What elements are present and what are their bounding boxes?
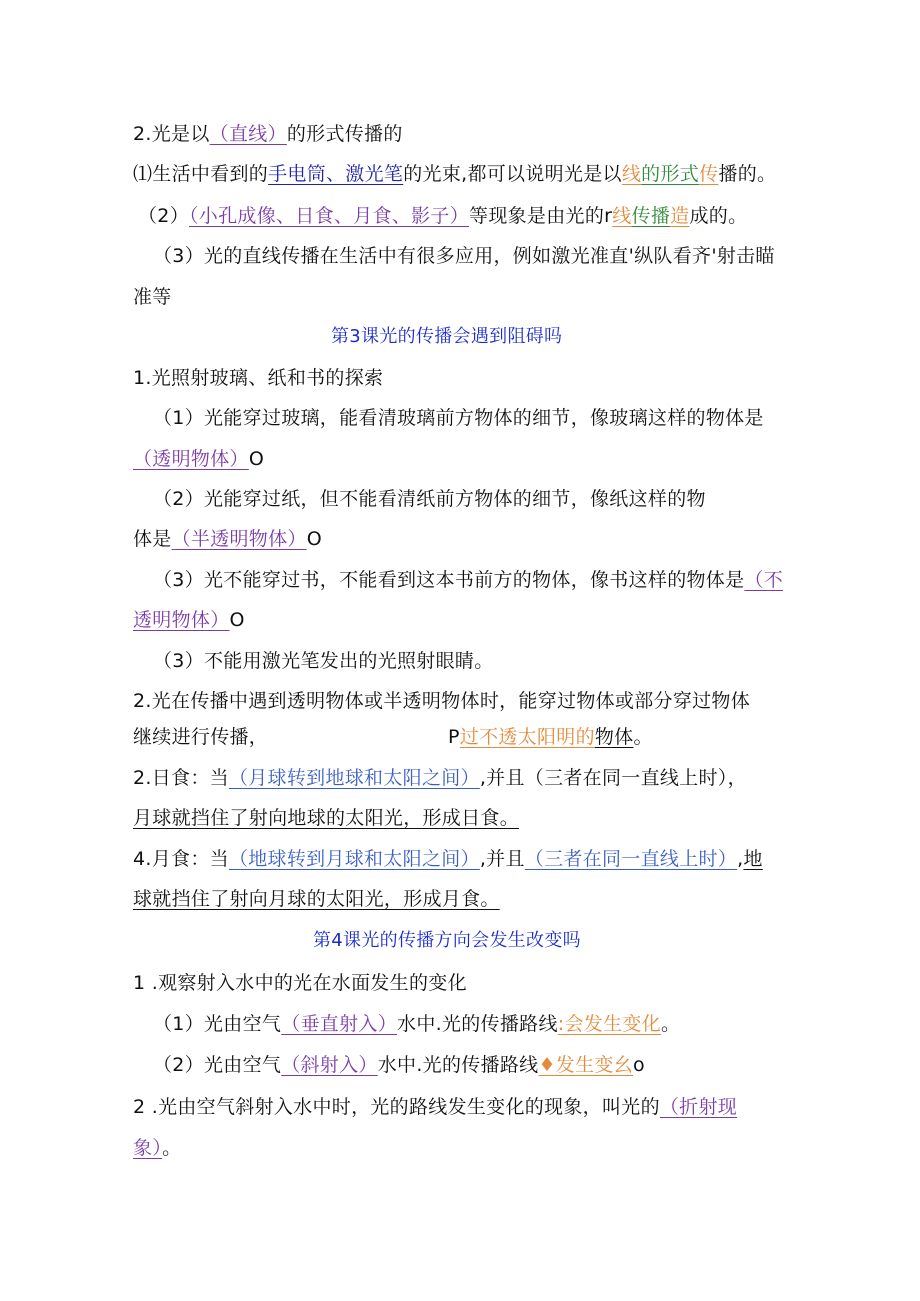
text-line [153,405,764,431]
text-line [133,724,268,750]
answer-text: （小孔成像、日食、月食、影子） [189,205,470,227]
answer-text: （地球转到月球和太阳之间） [228,848,480,870]
answer-text: 线 [621,163,642,185]
answer-text: 物体 [594,726,634,748]
text-segment: O [248,448,265,470]
text-line [133,121,403,147]
answer-text: （透明物体） [133,448,249,470]
text-segment: P [448,726,460,748]
text-line [133,765,747,791]
text-segment: 等现象是由光的r [469,205,613,227]
text-line [153,1052,645,1078]
text-segment: 。 [660,1013,681,1035]
text-segment: 1.光照射玻璃、纸和书的探索 [133,367,384,389]
text-line [138,203,747,229]
text-segment: 2 .光由空气斜射入水中时，光的路线发生变化的现象，叫光的 [133,1096,660,1118]
answer-text: 地 [743,848,763,870]
text-line [153,1011,680,1037]
answer-text: （折射现 [659,1096,738,1118]
text-segment: o [633,1054,645,1076]
answer-text: 球就挡住了射向月球的太阳光，形成月食。 [133,888,500,910]
answer-text: 线 [612,205,632,227]
text-segment: 水中.光的传播路线 [377,1054,539,1076]
text-segment: 成的。 [689,205,748,227]
text-line [153,648,494,674]
text-line [133,284,172,310]
text-line [133,805,519,831]
answer-text: :会发生变化 [557,1013,661,1035]
answer-text: （三者在同一直线上时） [524,848,738,870]
text-line [133,1094,737,1120]
text-segment: （2） [138,205,189,227]
text-line [133,161,776,187]
answer-text: 透明物体） [133,609,230,631]
text-segment: （3）光的直线传播在生活中有很多应用，例如激光准直'纵队看齐'射击瞄 [153,245,775,267]
text-segment: O [306,528,322,550]
text-segment: （1）光能穿过玻璃，能看清玻璃前方物体的细节，像玻璃这样的物体是 [153,407,764,429]
answer-text: （月球转到地球和太阳之间） [228,767,480,789]
answer-text: 月球就挡住了射向地球的太阳光，形成日食。 [133,807,520,829]
text-line [448,724,653,750]
text-segment: 的形式传播的 [286,123,403,145]
text-segment: （3）不能用激光笔发出的光照射眼睛。 [153,650,494,672]
answer-text: 造 [670,205,690,227]
answer-text: 传播 [631,205,671,227]
text-segment: 。 [162,1137,182,1159]
section-heading [331,324,562,350]
text-segment: （1）光由空气 [153,1013,282,1035]
text-segment: 第4课光的传播方向会发生改变吗 [313,930,581,951]
text-segment: （2）光由空气 [153,1054,282,1076]
answer-text: （斜射入） [281,1054,378,1076]
text-line [133,1135,181,1161]
text-line [133,688,750,714]
text-segment: 继续进行传播， [133,726,269,748]
section-heading [313,928,581,954]
text-segment: 。 [633,726,653,748]
text-segment: O [229,609,245,631]
text-segment: （2）光能穿过纸，但不能看清纸前方物体的细节，像纸这样的物 [153,488,706,510]
text-line [133,446,264,472]
text-segment: 准等 [133,286,172,308]
answer-text: （直线） [209,123,287,145]
answer-text: 过不透太阳明的 [459,726,595,748]
text-line [153,243,775,269]
text-line [133,970,467,996]
answer-text: 传 [699,163,719,185]
text-segment: 4.月食：当 [133,848,229,870]
text-segment: 水中.光的传播路线 [397,1013,558,1035]
answer-text: （不 [744,569,783,591]
text-line [133,886,500,912]
answer-text: 的形式 [641,163,700,185]
answer-text: 手电筒、激光笔 [268,163,404,185]
text-segment: , [737,848,744,870]
text-line [133,365,383,391]
text-segment: （3）光不能穿过书，不能看到这本书前方的物体，像书这样的物体是 [153,569,745,591]
answer-text: ♦发生变幺 [538,1054,634,1076]
answer-text: （垂直射入） [281,1013,398,1035]
text-line [153,486,706,512]
text-segment: 2.光是以 [133,123,210,145]
text-segment: 第3课光的传播会遇到阻碍吗 [331,326,563,347]
text-segment: 2.光在传播中遇到透明物体或半透明物体时，能穿过物体或部分穿过物体 [133,690,751,712]
answer-text: 象） [133,1137,163,1159]
text-segment: ⑴生活中看到的 [133,163,269,185]
text-line [133,846,763,872]
text-segment: ,并且（三者在同一直线上时）， [479,767,747,789]
text-line [133,607,245,633]
text-segment: ,并且 [479,848,525,870]
text-segment: 体是 [133,528,172,550]
text-segment: 的光束,都可以说明光是以 [403,163,622,185]
answer-text: （半透明物体） [171,528,307,550]
text-segment: 播的。 [718,163,777,185]
text-line [153,567,783,593]
text-segment: 2.日食：当 [133,767,229,789]
text-segment: 1 .观察射入水中的光在水面发生的变化 [133,972,467,994]
text-line [133,526,322,552]
